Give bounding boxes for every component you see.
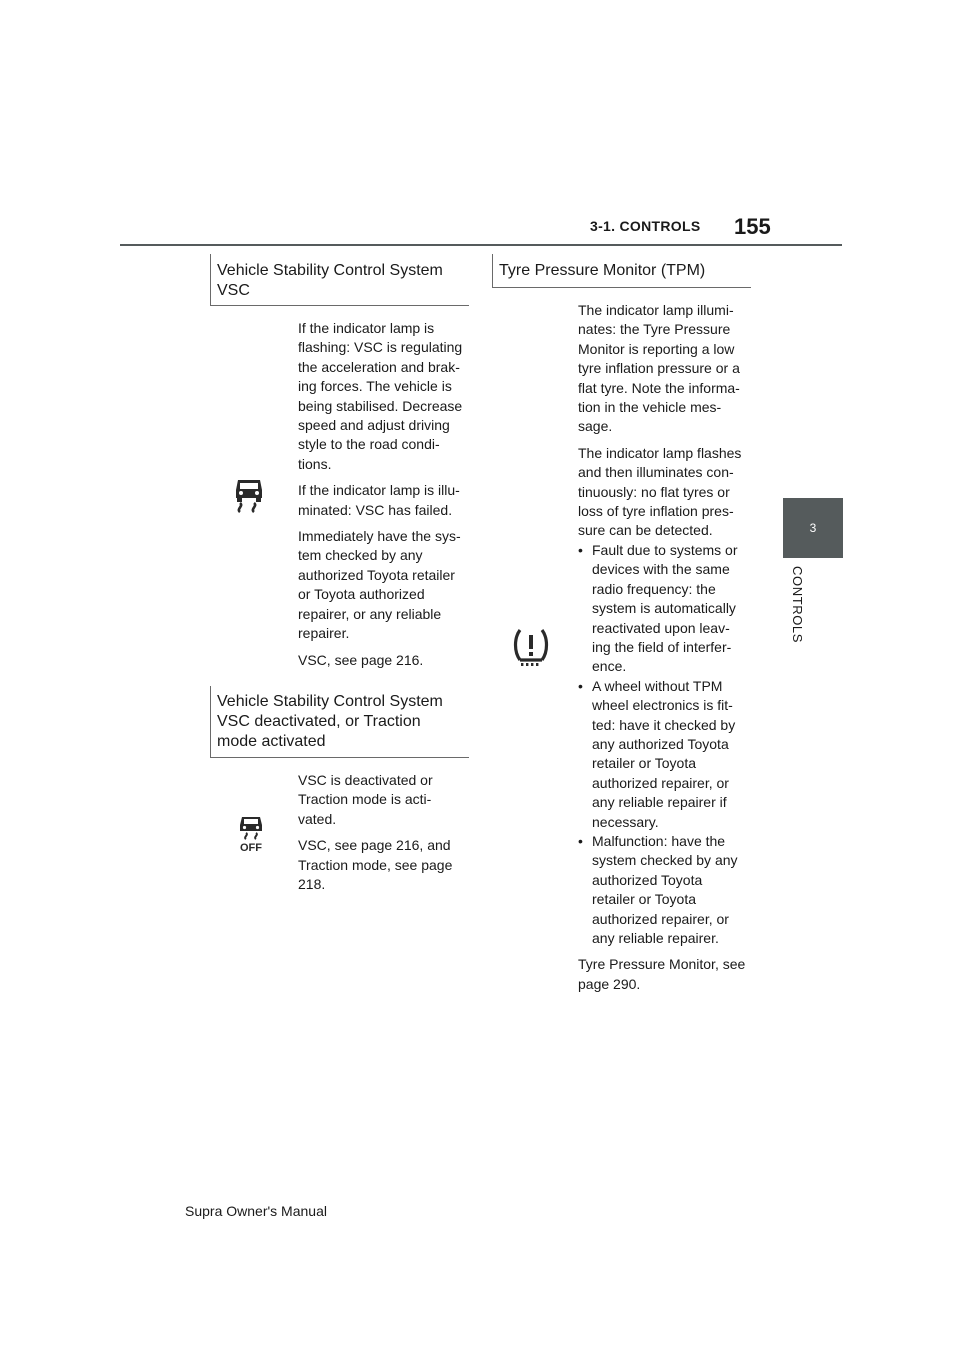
tpm-intro-1: The indicator lamp illumi-nates: the Tyre Pressure Monitor is reporting a low tyre inflation pressure or a flat tyre. Note the informa-tion in the vehicle mes-sage. (578, 302, 740, 435)
tpm-section-title: Tyre Pressure Monitor (TPM) (499, 262, 706, 279)
footer-manual-name: Supra Owner's Manual (185, 1203, 327, 1219)
vsc-paragraph: VSC, see page 216. (298, 651, 424, 668)
svg-text:OFF: OFF (240, 842, 262, 853)
vsc-off-title-line1: Vehicle Stability Control System (217, 693, 443, 710)
vsc-off-title-line3: mode activated (217, 733, 326, 750)
vsc-off-description (298, 771, 466, 901)
section-heading: 3-1. CONTROLS (590, 218, 701, 234)
tpm-bullet-list (578, 541, 748, 949)
vsc-skid-icon (232, 476, 266, 514)
vsc-paragraph: If the indicator lamp is flashing: VSC is regulating the acceleration and brak-ing forces. The vehicle is being stabilised. Decrease speed and adjust driving style to the road condi-tions. (298, 320, 463, 472)
chapter-label-text: CONTROLS (790, 566, 805, 644)
list-item: • Malfunction: have the system checked by any authorized Toyota retailer or Toyota authorized repairer, or any reliable repairer. (578, 832, 748, 948)
vsc-off-paragraph: VSC is deactivated or Traction mode is acti-vated. (298, 772, 433, 827)
vsc-title-border-bottom (210, 305, 469, 306)
vsc-paragraph: Immediately have the sys-tem checked by any authorized Toyota retailer or Toyota authorized repairer, or any reliable repairer. (298, 528, 461, 642)
tyre-pressure-warning-icon (513, 626, 549, 668)
vsc-off-title-border-left (210, 686, 211, 758)
header-rule (120, 244, 842, 246)
vsc-description (298, 319, 466, 677)
tpm-reference: Tyre Pressure Monitor, see page 290. (578, 956, 746, 992)
chapter-label (783, 566, 807, 676)
vsc-off-paragraph: VSC, see page 216, and Traction mode, see page 218. (298, 837, 453, 893)
vsc-off-icon (237, 815, 265, 853)
tpm-description (578, 301, 748, 1001)
vsc-off-title-border-bottom (210, 757, 469, 758)
vsc-paragraph: If the indicator lamp is illu-minated: VSC has failed. (298, 482, 460, 518)
vsc-off-title-line2: VSC deactivated, or Traction (217, 713, 421, 730)
vsc-off-section-title (217, 692, 467, 752)
page-number: 155 (734, 214, 771, 239)
list-item: • Fault due to systems or devices with the same radio frequency: the system is automatically reactivated upon leav-ing the field of interfer-ence. (578, 541, 748, 677)
chapter-tab[interactable]: 3 (783, 498, 843, 558)
vsc-section-title (217, 261, 467, 301)
vsc-title-line2: VSC (217, 282, 250, 299)
list-item: • A wheel without TPM wheel electronics is fit-ted: have it checked by any authorized Toyota retailer or Toyota authorized repairer, or any reliable repairer if necessary. (578, 677, 748, 832)
tpm-intro-2: The indicator lamp flashes and then illuminates con-tinuously: no flat tyres or loss of tyre inflation pres-sure can be detected. (578, 444, 742, 539)
vsc-title-line1: Vehicle Stability Control System (217, 262, 443, 279)
vsc-title-border-left (210, 254, 211, 306)
tpm-title-border-left (492, 254, 493, 287)
tpm-title-border-bottom (492, 287, 751, 288)
